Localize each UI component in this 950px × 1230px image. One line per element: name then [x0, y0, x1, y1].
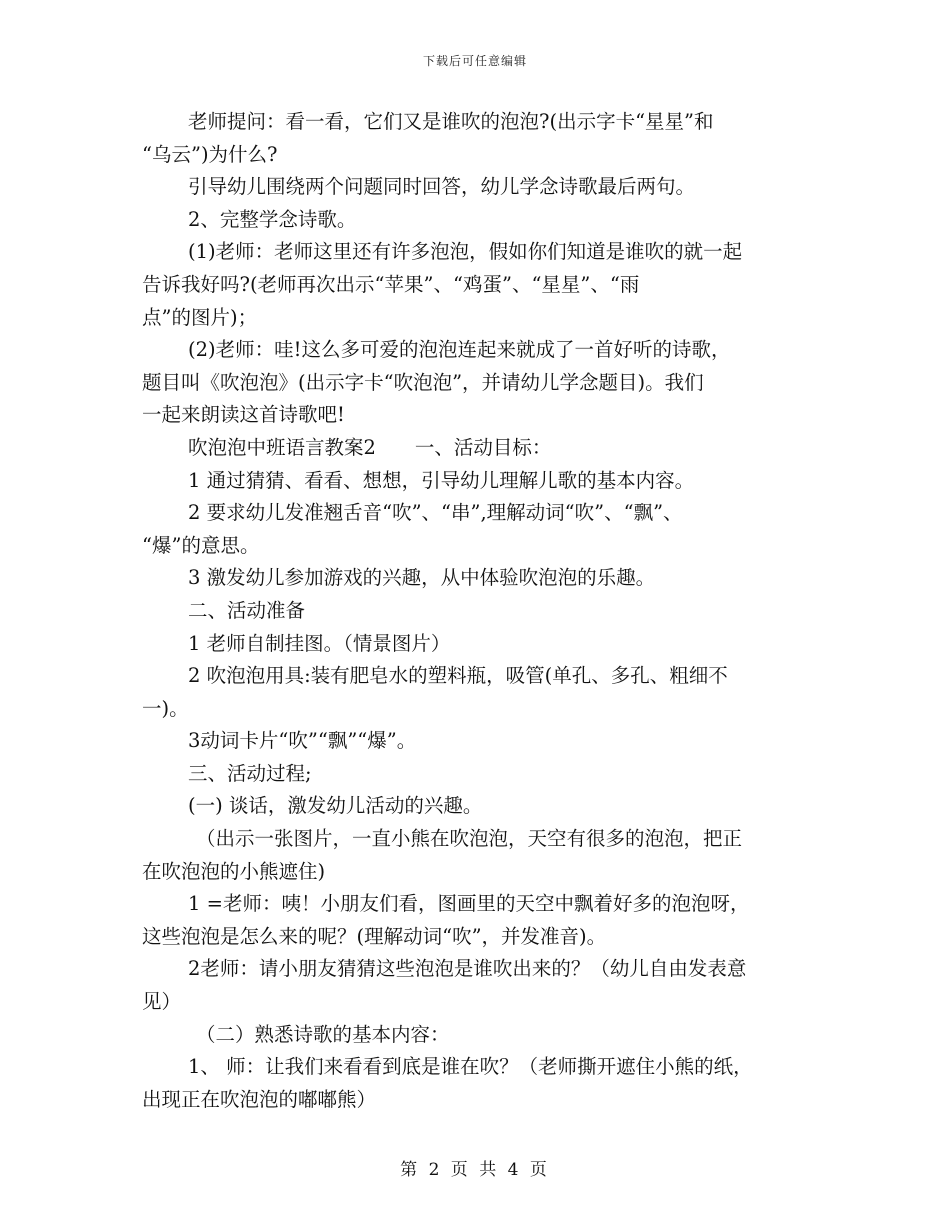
paragraph-line: 点”的图片)； [142, 305, 258, 329]
paragraph-line: 1 通过猜猜、看看、想想，引导幼儿理解儿歌的基本内容。 [188, 468, 695, 492]
paragraph-line: 出现正在吹泡泡的嘟嘟熊） [142, 1087, 377, 1111]
paragraph-line: (2)老师：哇!这么多可爱的泡泡连起来就成了一首好听的诗歌， [188, 338, 731, 362]
paragraph-line: “乌云”)为什么? [142, 142, 278, 166]
section-heading-line: 三、活动过程; [188, 761, 312, 785]
paragraph-line: 见） [142, 990, 182, 1014]
paragraph-line: 3 激发幼儿参加游戏的兴趣，从中体验吹泡泡的乐趣。 [188, 566, 656, 590]
paragraph-line: 告诉我好吗?(老师再次出示“苹果”、“鸡蛋”、“星星”、“雨 [142, 272, 640, 296]
paragraph-line: 2、完整学念诗歌。 [188, 207, 357, 231]
paragraph-line: “爆”的意思。 [142, 533, 260, 557]
paragraph-line: 在吹泡泡的小熊遮住) [142, 859, 326, 883]
paragraph-line: 2 吹泡泡用具:装有肥皂水的塑料瓶，吸管(单孔、多孔、粗细不 [188, 664, 728, 688]
section-heading-line: 吹泡泡中班语言教案2 一、活动目标： [188, 435, 552, 459]
paragraph-line: (1)老师：老师这里还有许多泡泡，假如你们知道是谁吹的就一起 [188, 240, 743, 264]
paragraph-line: （出示一张图片，一直小熊在吹泡泡，天空有很多的泡泡，把正 [196, 827, 743, 851]
page-number-footer: 第 2 页 共 4 页 [400, 1160, 550, 1180]
paragraph-line: 题目叫《吹泡泡》(出示字卡“吹泡泡”，并请幼儿学念题目)。我们 [142, 370, 704, 394]
paragraph-line: (一) 谈话，激发幼儿活动的兴趣。 [188, 794, 483, 818]
section-heading-line: 二、活动准备 [188, 598, 306, 622]
paragraph-line: 老师提问：看一看，它们又是谁吹的泡泡?(出示字卡“星星”和 [188, 110, 714, 133]
paragraph-line: 2 要求幼儿发准翘舌音“吹”、“串”,理解动词“吹”、“飘”、 [188, 501, 683, 525]
document-body [142, 106, 810, 1116]
section-heading-line: （二）熟悉诗歌的基本内容： [196, 1022, 450, 1046]
paragraph-line: 引导幼儿围绕两个问题同时回答，幼儿学念诗歌最后两句。 [188, 175, 696, 199]
paragraph-line: 一起来朗读这首诗歌吧! [142, 403, 345, 427]
paragraph-line: 1、 师：让我们来看看到底是谁在吹？（老师撕开遮住小熊的纸， [188, 1055, 753, 1079]
paragraph-line: 1 老师自制挂图。（情景图片） [188, 631, 451, 655]
paragraph-line: 2老师：请小朋友猜猜这些泡泡是谁吹出来的？（幼儿自由发表意 [188, 957, 747, 981]
paragraph-line: 1 =老师：咦！小朋友们看，图画里的天空中飘着好多的泡泡呀， [188, 892, 750, 916]
page-header: 下载后可任意编辑 [422, 54, 527, 68]
paragraph-line: 一)。 [142, 696, 189, 720]
paragraph-line: 这些泡泡是怎么来的呢？(理解动词“吹”，并发准音)。 [142, 924, 607, 948]
paragraph-line: 3动词卡片“吹”“飘”“爆”。 [188, 729, 417, 753]
